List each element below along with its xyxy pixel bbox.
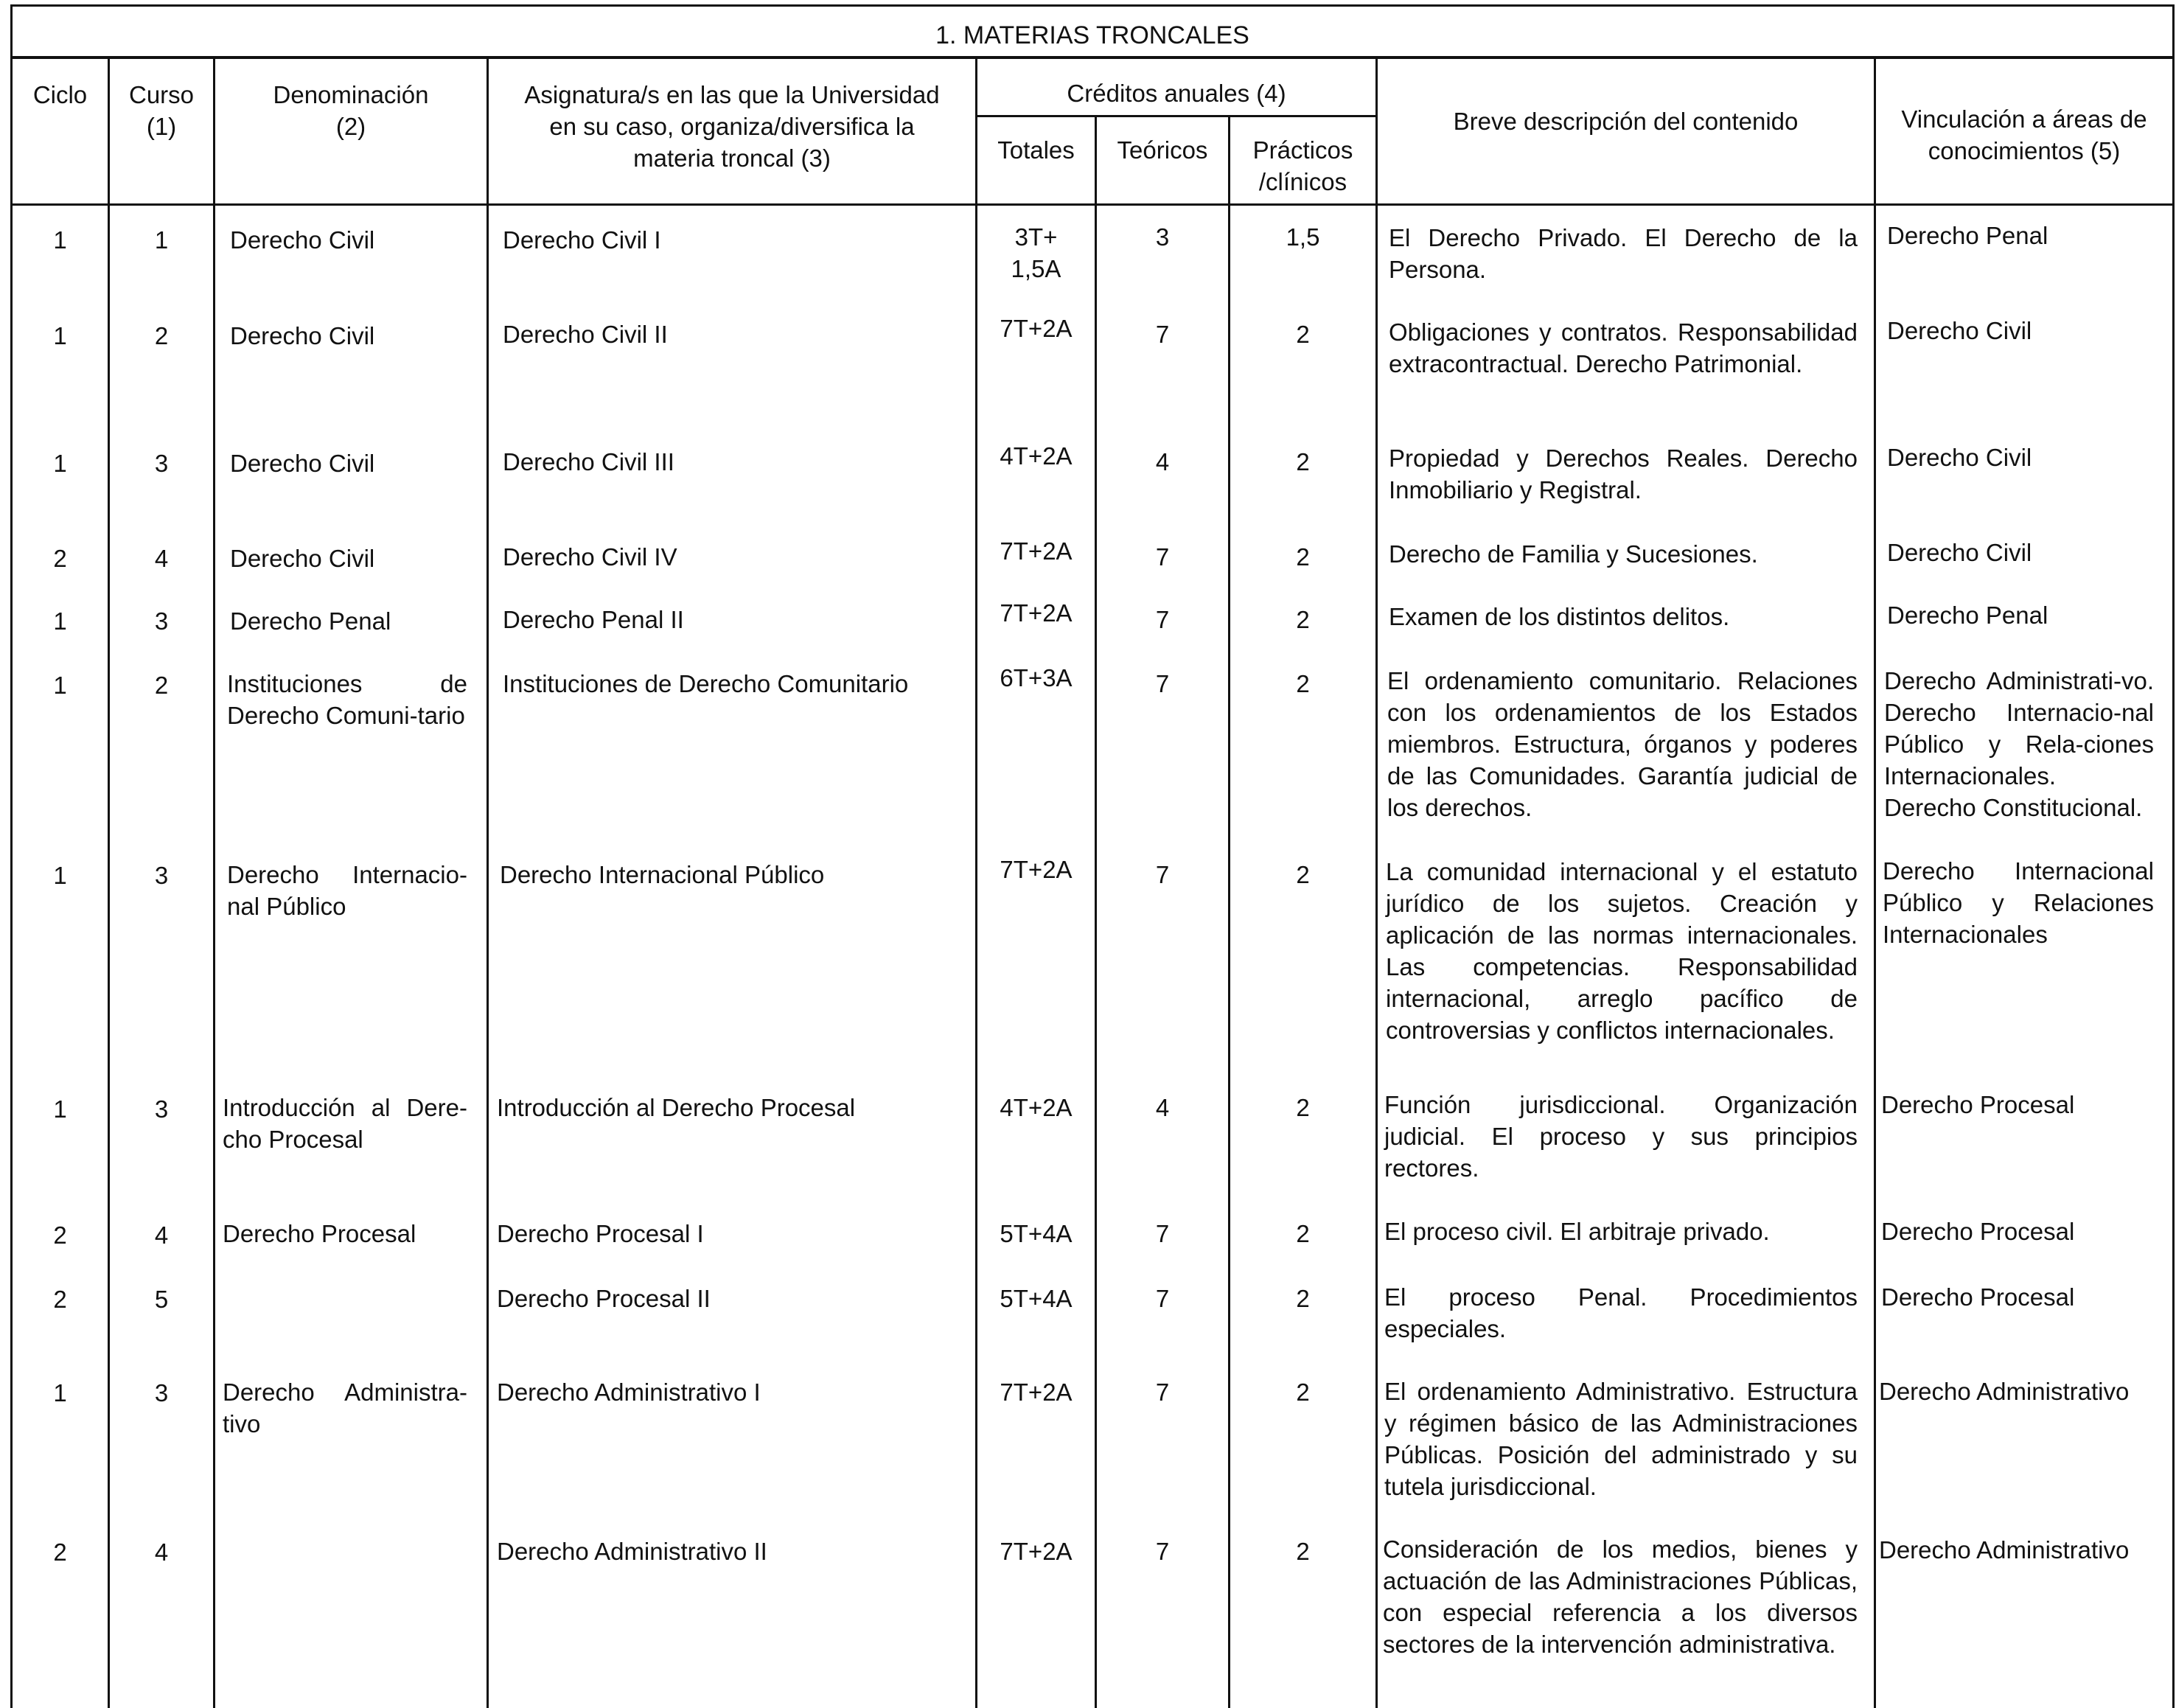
cell-vinculacion: Derecho Administrativo xyxy=(1879,1536,2130,1564)
header-teoricos: Teóricos xyxy=(1117,136,1208,164)
cell-ciclo: 1 xyxy=(53,1095,67,1123)
cell-vinculacion: Derecho Administrativo xyxy=(1879,1378,2130,1405)
cell-teoricos: 7 xyxy=(1155,1538,1170,1565)
cell-vinculacion: Derecho Civil xyxy=(1887,317,2032,344)
cell-ciclo: 1 xyxy=(53,322,67,349)
header-asignatura: Asignatura/s en las que la Universidad en su caso, organiza/diversifica la materia troncal (3) xyxy=(524,81,940,172)
cell-descripcion: El ordenamiento Administrativo. Estructura y régimen básico de las Administraciones Públicas. Posición del administrado y su tutela jurisdiccional. xyxy=(1384,1378,1858,1500)
cell-descripcion: El ordenamiento comunitario. Relaciones con los ordenamientos de los Estados miembros. Estructura, órganos y poderes de las Comunidades. Garantía judicial de los derechos. xyxy=(1387,667,1858,821)
title-bottom-border xyxy=(10,56,2175,59)
cell-curso: 3 xyxy=(154,450,169,477)
cell-descripcion: Consideración de los medios, bienes y actuación de las Administraciones Públicas, con especial referencia a los diversos sectores de la intervención administrativa. xyxy=(1383,1536,1858,1658)
cell-descripcion: El proceso civil. El arbitraje privado. xyxy=(1384,1218,1770,1245)
cell-curso: 1 xyxy=(154,226,169,254)
header-totales: Totales xyxy=(997,136,1075,164)
cell-totales: 5T+4A xyxy=(1000,1220,1073,1247)
cell-practicos: 2 xyxy=(1296,543,1310,571)
cell-denominacion: Derecho Procesal xyxy=(223,1220,416,1247)
header-descripcion: Breve descripción del contenido xyxy=(1453,108,1799,135)
header-vinculacion: Vinculación a áreas de conocimientos (5) xyxy=(1901,105,2147,164)
cell-teoricos: 7 xyxy=(1155,543,1170,571)
cell-totales: 7T+2A xyxy=(1000,315,1073,342)
cell-totales: 7T+2A xyxy=(1000,1378,1073,1406)
cell-teoricos: 7 xyxy=(1155,1285,1170,1312)
cell-practicos: 2 xyxy=(1296,1378,1310,1406)
header-curso: Curso (1) xyxy=(128,81,195,140)
cell-vinculacion: Derecho Procesal xyxy=(1881,1218,2075,1245)
cell-descripcion: El proceso Penal. Procedimientos especiales. xyxy=(1384,1283,1858,1342)
cell-practicos: 2 xyxy=(1296,1094,1310,1121)
cell-asignatura: Introducción al Derecho Procesal xyxy=(497,1094,856,1121)
cell-vinculacion: Derecho Civil xyxy=(1887,539,2032,566)
cell-curso: 4 xyxy=(154,1221,169,1249)
cell-curso: 3 xyxy=(154,1095,169,1123)
cell-totales: 6T+3A xyxy=(1000,664,1073,691)
divider-curso-denominacion xyxy=(213,57,215,1708)
cell-teoricos: 7 xyxy=(1155,861,1170,888)
cell-vinculacion: Derecho Internacional Público y Relaciones Internacionales xyxy=(1883,857,2154,948)
cell-totales: 5T+4A xyxy=(1000,1285,1073,1312)
cell-vinculacion: Derecho Administrati-vo. Derecho Internacio-nal Público y Rela-ciones Internacionales. Derecho Constitucional. xyxy=(1884,667,2154,821)
header-creditos: Créditos anuales (4) xyxy=(1067,80,1286,107)
cell-practicos: 2 xyxy=(1296,1285,1310,1312)
cell-totales: 7T+2A xyxy=(1000,599,1073,627)
cell-curso: 3 xyxy=(154,1379,169,1407)
cell-teoricos: 7 xyxy=(1155,321,1170,348)
cell-practicos: 2 xyxy=(1296,1538,1310,1565)
cell-denominacion: Derecho Penal xyxy=(230,607,391,635)
divider-descripcion-vinculacion xyxy=(1874,57,1876,1708)
cell-curso: 3 xyxy=(154,862,169,889)
cell-teoricos: 7 xyxy=(1155,606,1170,633)
cell-vinculacion: Derecho Penal xyxy=(1887,602,2048,629)
cell-practicos: 2 xyxy=(1296,861,1310,888)
cell-curso: 2 xyxy=(154,672,169,699)
divider-totales-teoricos xyxy=(1095,116,1097,1708)
cell-descripcion: El Derecho Privado. El Derecho de la Persona. xyxy=(1389,224,1858,283)
cell-curso: 2 xyxy=(154,322,169,349)
cell-curso: 3 xyxy=(154,607,169,635)
cell-ciclo: 1 xyxy=(53,607,67,635)
cell-teoricos: 4 xyxy=(1155,448,1170,475)
cell-ciclo: 1 xyxy=(53,450,67,477)
cell-ciclo: 1 xyxy=(53,1379,67,1407)
cell-ciclo: 1 xyxy=(53,226,67,254)
cell-asignatura: Derecho Procesal I xyxy=(497,1220,704,1247)
cell-asignatura: Derecho Civil IV xyxy=(503,543,677,571)
cell-vinculacion: Derecho Civil xyxy=(1887,444,2032,471)
cell-practicos: 2 xyxy=(1296,670,1310,697)
cell-totales: 4T+2A xyxy=(1000,1094,1073,1121)
divider-denominacion-asignatura xyxy=(487,57,489,1708)
cell-descripcion: La comunidad internacional y el estatuto jurídico de los sujetos. Creación y aplicación de las normas internacionales. Las competencias. Responsabilidad internacional, arreglo pacífico de controversias y conflictos internacionales. xyxy=(1386,858,1858,1044)
cell-asignatura: Derecho Procesal II xyxy=(497,1285,711,1312)
cell-curso: 4 xyxy=(154,545,169,572)
cell-asignatura: Instituciones de Derecho Comunitario xyxy=(503,670,909,697)
cell-asignatura: Derecho Civil I xyxy=(503,226,661,254)
cell-totales: 7T+2A xyxy=(1000,856,1073,883)
cell-practicos: 2 xyxy=(1296,448,1310,475)
cell-descripcion: Propiedad y Derechos Reales. Derecho Inmobiliario y Registral. xyxy=(1389,445,1858,503)
cell-denominacion: Derecho Civil xyxy=(230,450,375,477)
cell-ciclo: 1 xyxy=(53,862,67,889)
cell-denominacion: Derecho Civil xyxy=(230,545,375,572)
cell-vinculacion: Derecho Procesal xyxy=(1881,1091,2075,1118)
cell-curso: 4 xyxy=(154,1538,169,1566)
cell-teoricos: 7 xyxy=(1155,1378,1170,1406)
cell-practicos: 1,5 xyxy=(1286,223,1320,251)
table-title: 1. MATERIAS TRONCALES xyxy=(935,21,1249,49)
cell-totales: 7T+2A xyxy=(1000,537,1073,565)
cell-descripcion: Examen de los distintos delitos. xyxy=(1389,603,1730,630)
cell-vinculacion: Derecho Procesal xyxy=(1881,1283,2075,1311)
cell-practicos: 2 xyxy=(1296,1220,1310,1247)
cell-practicos: 2 xyxy=(1296,321,1310,348)
cell-asignatura: Derecho Internacional Público xyxy=(500,861,825,888)
cell-denominacion: Instituciones de Derecho Comuni-tario xyxy=(227,670,467,729)
header-practicos: Prácticos /clínicos xyxy=(1252,136,1353,195)
header-bottom-border xyxy=(10,203,2175,206)
cell-denominacion: Derecho Civil xyxy=(230,226,375,254)
cell-descripcion: Obligaciones y contratos. Responsabilidad extracontractual. Derecho Patrimonial. xyxy=(1389,318,1858,377)
cell-practicos: 2 xyxy=(1296,606,1310,633)
cell-ciclo: 2 xyxy=(53,545,67,572)
cell-ciclo: 1 xyxy=(53,672,67,699)
cell-totales: 3T+ 1,5A xyxy=(1011,223,1061,282)
cell-totales: 4T+2A xyxy=(1000,442,1073,470)
cell-descripcion: Derecho de Familia y Sucesiones. xyxy=(1389,540,1758,568)
cell-denominacion: Derecho Administra-tivo xyxy=(223,1378,467,1437)
cell-totales: 7T+2A xyxy=(1000,1538,1073,1565)
cell-asignatura: Derecho Civil III xyxy=(503,448,674,475)
cell-denominacion: Derecho Civil xyxy=(230,322,375,349)
cell-asignatura: Derecho Administrativo II xyxy=(497,1538,767,1565)
cell-asignatura: Derecho Penal II xyxy=(503,606,684,633)
cell-asignatura: Derecho Administrativo I xyxy=(497,1378,761,1406)
cell-teoricos: 7 xyxy=(1155,670,1170,697)
cell-teoricos: 7 xyxy=(1155,1220,1170,1247)
table-top-border xyxy=(10,4,2175,7)
cell-teoricos: 3 xyxy=(1155,223,1170,251)
cell-denominacion: Derecho Internacio-nal Público xyxy=(227,861,467,920)
creditos-subheader-line xyxy=(976,115,1375,117)
border-left xyxy=(10,4,13,1708)
divider-practicos-descripcion xyxy=(1375,57,1378,1708)
divider-teoricos-practicos xyxy=(1228,116,1230,1708)
header-denominacion: Denominación (2) xyxy=(273,81,429,140)
cell-asignatura: Derecho Civil II xyxy=(503,321,668,348)
cell-vinculacion: Derecho Penal xyxy=(1887,222,2048,249)
cell-curso: 5 xyxy=(154,1286,169,1313)
border-right xyxy=(2172,4,2175,1708)
cell-descripcion: Función jurisdiccional. Organización judicial. El proceso y sus principios rectores. xyxy=(1384,1091,1858,1182)
cell-ciclo: 2 xyxy=(53,1286,67,1313)
cell-denominacion: Introducción al Dere-cho Procesal xyxy=(223,1094,467,1153)
cell-ciclo: 2 xyxy=(53,1538,67,1566)
cell-teoricos: 4 xyxy=(1155,1094,1170,1121)
cell-ciclo: 2 xyxy=(53,1221,67,1249)
header-ciclo: Ciclo xyxy=(32,81,88,108)
